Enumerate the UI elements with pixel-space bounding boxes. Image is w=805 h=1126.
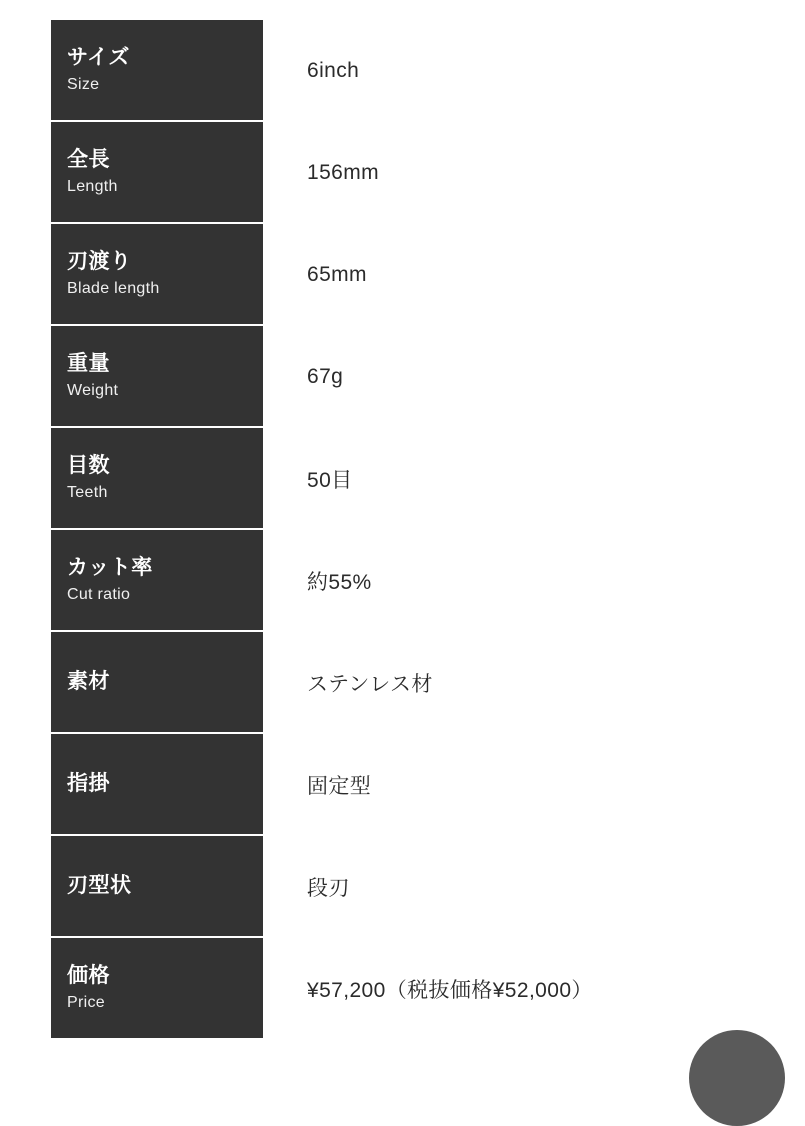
spec-value-price: ¥57,200（税抜価格¥52,000） — [307, 979, 593, 1002]
spec-label-price — [51, 938, 263, 1040]
spec-label-ja: 刃渡り — [67, 249, 132, 273]
spec-label-en: Weight — [67, 381, 119, 399]
spec-label-ja: 目数 — [67, 453, 110, 477]
spec-label-blade-length — [51, 224, 263, 326]
spec-value-finger-rest: 固定型 — [307, 775, 372, 798]
spec-label-ja: 刃型状 — [67, 873, 132, 897]
table-row — [51, 836, 751, 938]
spec-label-en: Cut ratio — [67, 585, 131, 603]
spec-label-finger-rest — [51, 734, 263, 836]
table-row — [51, 224, 751, 326]
spec-label-ja: 指掛 — [67, 771, 110, 795]
table-row — [51, 326, 751, 428]
spec-value-length: 156mm — [307, 161, 380, 184]
spec-label-en: Price — [67, 993, 105, 1011]
table-row — [51, 530, 751, 632]
spec-label-en: Blade length — [67, 279, 160, 297]
spec-value-material: ステンレス材 — [307, 673, 433, 696]
spec-value-weight: 67g — [307, 365, 344, 388]
spec-label-ja: サイズ — [67, 45, 130, 69]
spec-value-blade-shape: 段刃 — [307, 877, 350, 900]
table-row — [51, 428, 751, 530]
spec-label-en: Teeth — [67, 483, 108, 501]
spec-label-ja: 全長 — [67, 147, 110, 171]
spec-value-teeth: 50目 — [307, 469, 353, 492]
spec-label-blade-shape — [51, 836, 263, 938]
spec-label-weight — [51, 326, 263, 428]
spec-label-cut-ratio — [51, 530, 263, 632]
decorative-circle — [689, 1030, 785, 1126]
spec-value-size: 6inch — [307, 59, 360, 82]
spec-label-en: Size — [67, 75, 100, 93]
spec-label-material — [51, 632, 263, 734]
spec-label-length — [51, 122, 263, 224]
spec-label-ja: カット率 — [67, 555, 153, 579]
table-row — [51, 938, 751, 1040]
spec-label-en: Length — [67, 177, 118, 195]
spec-value-blade-length: 65mm — [307, 263, 367, 286]
spec-label-ja: 価格 — [67, 963, 110, 987]
spec-label-size — [51, 20, 263, 122]
spec-label-ja: 素材 — [67, 669, 110, 693]
spec-label-ja: 重量 — [67, 351, 110, 375]
table-row — [51, 122, 751, 224]
table-row — [51, 734, 751, 836]
spec-value-cut-ratio: 約55% — [307, 571, 372, 594]
spec-label-teeth — [51, 428, 263, 530]
specification-table — [51, 20, 751, 1040]
table-row — [51, 20, 751, 122]
table-row — [51, 632, 751, 734]
